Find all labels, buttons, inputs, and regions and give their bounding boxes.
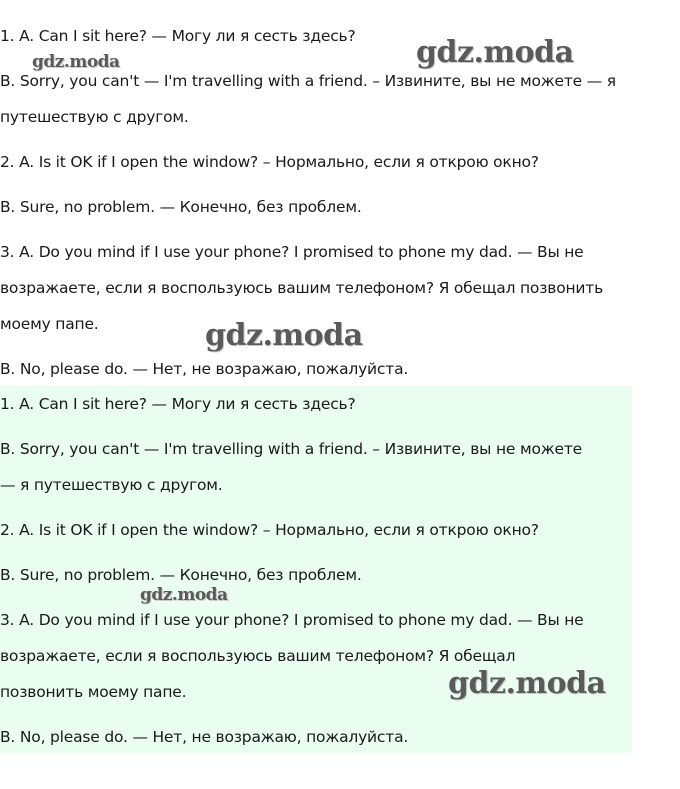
- s1-answer-2: B. Sure, no problem. — Конечно, без проблем.: [0, 198, 362, 216]
- s2-question-2: 2. A. Is it OK if I open the window? – Нормально, если я открою окно?: [0, 521, 539, 539]
- s1-question-3-line-2: возражаете, если я воспользуюсь вашим телефоном? Я обещал позвонить: [0, 279, 604, 297]
- s2-answer-3: B. No, please do. — Нет, не возражаю, пожалуйста.: [0, 728, 409, 746]
- watermark-logo: gdz.moda: [205, 318, 363, 353]
- s1-answer-1-line-2: путешествую с другом.: [0, 108, 189, 126]
- s1-answer-3: B. No, please do. — Нет, не возражаю, пожалуйста.: [0, 360, 409, 378]
- s1-question-3-line-3: моему папе.: [0, 315, 99, 333]
- watermark-logo: gdz.moda: [32, 52, 120, 72]
- s2-answer-2: B. Sure, no problem. — Конечно, без проблем.: [0, 566, 362, 584]
- watermark-logo: gdz.moda: [448, 666, 606, 701]
- s2-question-1: 1. A. Can I sit here? — Могу ли я сесть здесь?: [0, 395, 356, 413]
- s1-question-2: 2. A. Is it OK if I open the window? – Нормально, если я открою окно?: [0, 153, 539, 171]
- s2-question-3-line-3: позвонить моему папе.: [0, 683, 187, 701]
- s2-question-3-line-1: 3. A. Do you mind if I use your phone? I promised to phone my dad. — Вы не: [0, 611, 584, 629]
- s2-answer-1-line-2: — я путешествую с другом.: [0, 476, 223, 494]
- watermark-logo: gdz.moda: [140, 585, 228, 605]
- s1-answer-1-line-1: B. Sorry, you can't — I'm travelling with a friend. – Извините, вы не можете — я: [0, 72, 616, 90]
- watermark-logo: gdz.moda: [416, 35, 574, 70]
- s1-question-3-line-1: 3. A. Do you mind if I use your phone? I promised to phone my dad. — Вы не: [0, 243, 584, 261]
- s2-question-3-line-2: возражаете, если я воспользуюсь вашим телефоном? Я обещал: [0, 647, 516, 665]
- s1-question-1: 1. A. Can I sit here? — Могу ли я сесть здесь?: [0, 27, 356, 45]
- s2-answer-1-line-1: B. Sorry, you can't — I'm travelling with a friend. – Извините, вы не можете: [0, 440, 582, 458]
